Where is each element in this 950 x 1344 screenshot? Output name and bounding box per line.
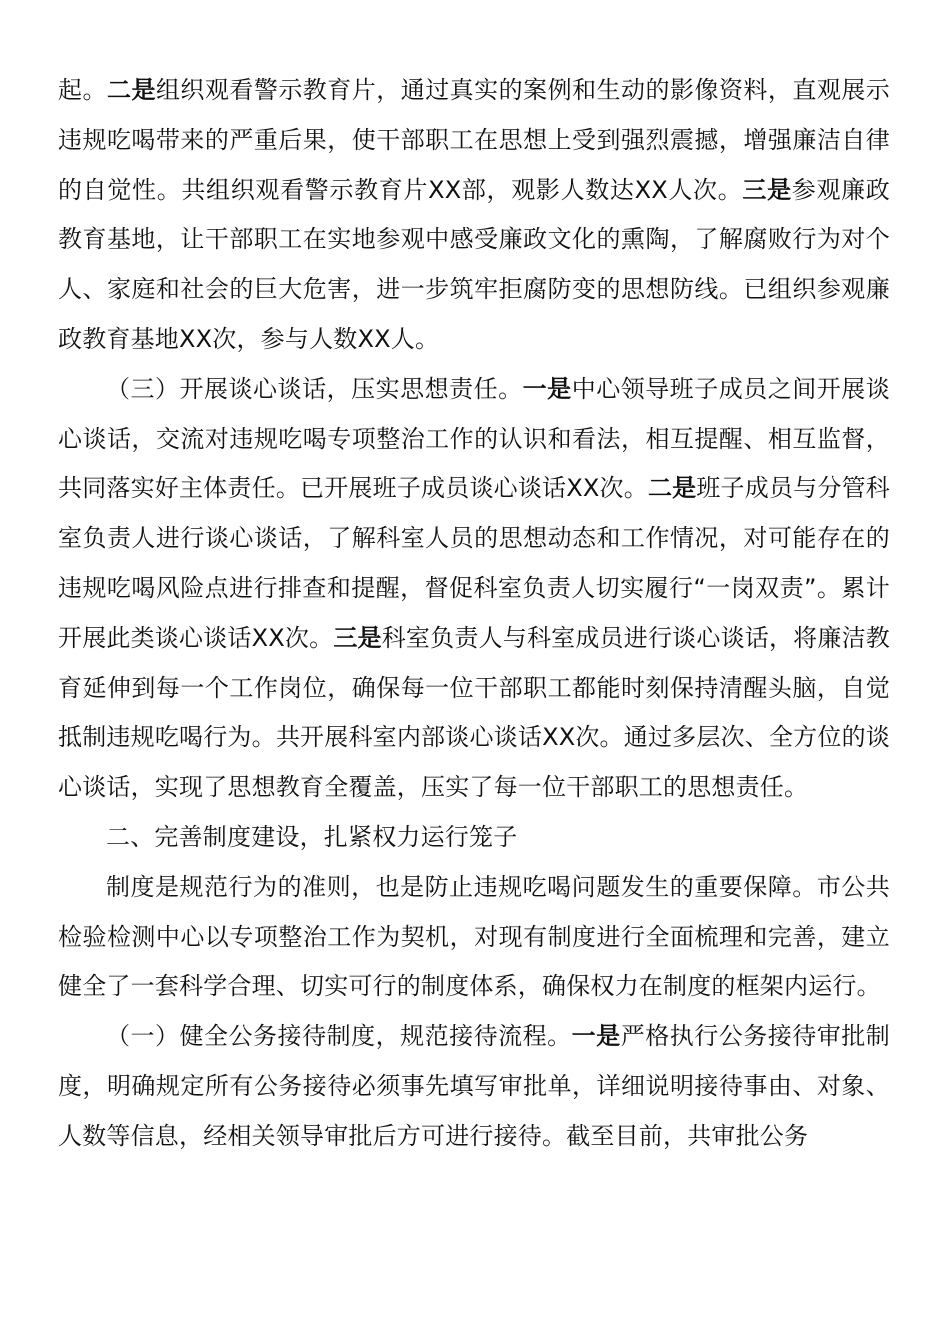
document-page xyxy=(58,66,890,1162)
text-run: 中心领导班子成员之间开展谈心谈话，交流对违规吃喝专项整治工作的认识和看法，相互提醒、相互监督，共同落实好主体责任。已开展班子成员谈心谈话XX次。 xyxy=(58,374,890,503)
section-title-3: （三）开展谈心谈话，压实思想责任。 xyxy=(106,374,523,403)
paragraph-reception xyxy=(58,1012,890,1161)
paragraph-talks xyxy=(58,365,890,813)
text-run: 起。 xyxy=(58,76,107,104)
paragraph-system-intro xyxy=(58,863,890,1012)
paragraph-education-continued xyxy=(58,66,890,365)
text-run: 严格执行公务接待审批制度，明确规定所有公务接待必须事先填写审批单，详细说明接待事由、对象、人数等信息，经相关领导审批后方可进行接待。截至目前，共审批公务 xyxy=(58,1022,890,1150)
bold-lead-3: 三是 xyxy=(333,623,382,652)
section-title-1: （一）健全公务接待制度，规范接待流程。 xyxy=(106,1022,572,1051)
bold-lead-1: 一是 xyxy=(571,1022,621,1051)
text-run: 参观廉政教育基地，让干部职工在实地参观中感受廉政文化的熏陶，了解腐败行为对个人、家庭和社会的巨大危害，进一步筑牢拒腐防变的思想防线。已组织参观廉政教育基地XX次，参与人数XX人。 xyxy=(58,175,890,353)
text-run: 制度是规范行为的准则，也是防止违规吃喝问题发生的重要保障。市公共检验检测中心以专项整治工作为契机，对现有制度进行全面梳理和完善，建立健全了一套科学合理、切实可行的制度体系，确保权力在制度的框架内运行。 xyxy=(58,872,890,1001)
text-run: 组织观看警示教育片，通过真实的案例和生动的影像资料，直观展示违规吃喝带来的严重后果，使干部职工在思想上受到强烈震撼，增强廉洁自律的自觉性。共组织观看警示教育片XX部，观影人数达XX人次。 xyxy=(58,76,891,204)
bold-lead-2: 二是 xyxy=(106,76,156,104)
bold-lead-2: 二是 xyxy=(647,474,697,503)
heading-text: 二、完善制度建设，扎紧权力运行笼子 xyxy=(106,822,518,851)
section-heading-2 xyxy=(58,813,890,863)
bold-lead-1: 一是 xyxy=(522,374,572,403)
text-run: 班子成员与分管科室负责人进行谈心谈话，了解科室人员的思想动态和工作情况，对可能存在的违规吃喝风险点进行排查和提醒，督促科室负责人切实履行“一岗双责”。累计开展此类谈心谈话XX次。 xyxy=(58,474,890,652)
bold-lead-3: 三是 xyxy=(742,175,792,204)
text-run: 科室负责人与科室成员进行谈心谈话，将廉洁教育延伸到每一个工作岗位，确保每一位干部职工都能时刻保持清醒头脑，自觉抵制违规吃喝行为。共开展科室内部谈心谈话XX次。通过多层次、全方位的谈心谈话，实现了思想教育全覆盖，压实了每一位干部职工的思想责任。 xyxy=(58,623,890,802)
